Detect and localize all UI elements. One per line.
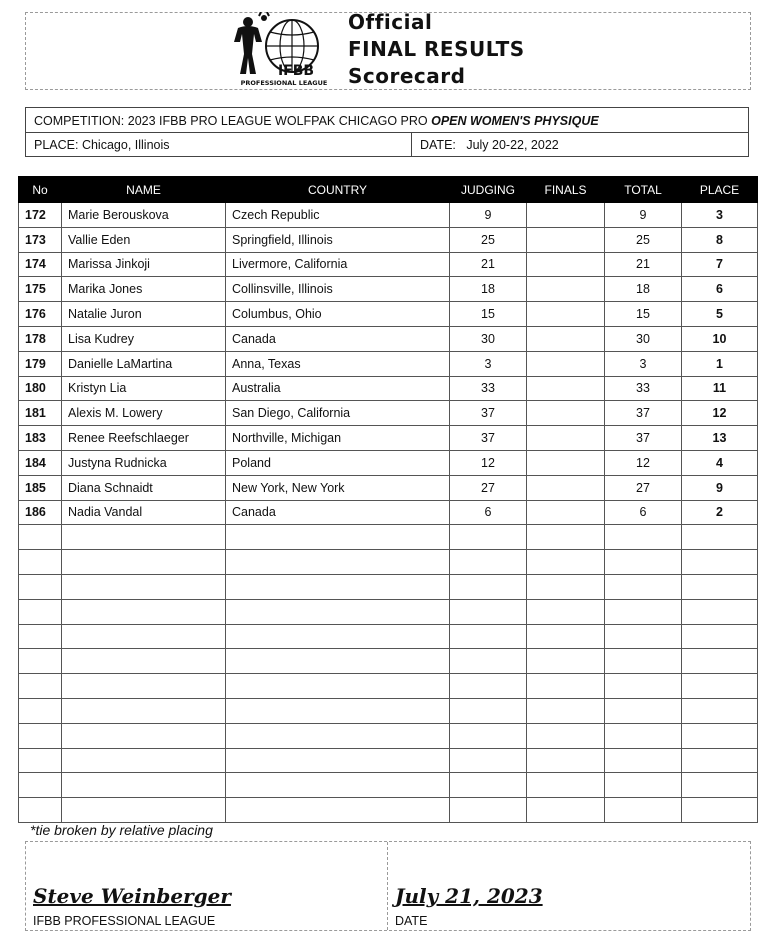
cell-name: Nadia Vandal [62,500,226,525]
cell-no: 175 [19,277,62,302]
cell-judging: 12 [450,450,527,475]
cell-judging [450,773,527,798]
header-total: TOTAL [605,177,682,203]
cell-finals [527,401,605,426]
competition-row [26,108,748,133]
cell-total: 37 [605,401,682,426]
header-judging: JUDGING [450,177,527,203]
cell-no: 174 [19,252,62,277]
cell-no [19,550,62,575]
cell-place [682,550,758,575]
cell-country: Springfield, Illinois [226,227,450,252]
cell-judging: 21 [450,252,527,277]
cell-judging: 30 [450,326,527,351]
cell-judging [450,748,527,773]
cell-name [62,798,226,823]
table-row [19,401,758,426]
cell-place: 13 [682,426,758,451]
cell-total: 12 [605,450,682,475]
cell-judging: 9 [450,203,527,228]
cell-no [19,773,62,798]
table-row-empty [19,748,758,773]
cell-name [62,649,226,674]
cell-no: 183 [19,426,62,451]
table-row-empty [19,599,758,624]
cell-judging: 27 [450,475,527,500]
date-value: July 20-22, 2022 [466,138,559,152]
cell-name: Diana Schnaidt [62,475,226,500]
cell-total [605,723,682,748]
cell-finals [527,500,605,525]
cell-finals [527,674,605,699]
cell-total: 9 [605,203,682,228]
cell-place: 10 [682,326,758,351]
cell-no [19,674,62,699]
place-cell [26,133,412,157]
signature-name: Steve Weinberger [33,884,231,908]
cell-place: 3 [682,203,758,228]
cell-judging [450,723,527,748]
cell-judging: 6 [450,500,527,525]
title-final-results: FINAL RESULTS [348,37,525,61]
cell-judging: 3 [450,351,527,376]
cell-finals [527,450,605,475]
signature-org-label: IFBB PROFESSIONAL LEAGUE [33,914,216,928]
cell-judging: 37 [450,426,527,451]
table-row-empty [19,674,758,699]
cell-total [605,525,682,550]
cell-no: 180 [19,376,62,401]
place-label: PLACE: [34,138,79,152]
table-row-empty [19,525,758,550]
table-row [19,351,758,376]
cell-judging [450,698,527,723]
cell-name: Justyna Rudnicka [62,450,226,475]
cell-no [19,525,62,550]
cell-name: Lisa Kudrey [62,326,226,351]
table-row-empty [19,773,758,798]
table-row [19,475,758,500]
cell-total [605,649,682,674]
table-row [19,302,758,327]
cell-country: New York, New York [226,475,450,500]
cell-country [226,674,450,699]
cell-total: 25 [605,227,682,252]
cell-no [19,624,62,649]
cell-name [62,748,226,773]
cell-country [226,649,450,674]
cell-no [19,698,62,723]
ifbb-logo [228,12,332,88]
cell-place [682,599,758,624]
cell-place [682,574,758,599]
table-row-empty [19,649,758,674]
table-row-empty [19,698,758,723]
cell-country: Livermore, California [226,252,450,277]
cell-name [62,550,226,575]
cell-no: 172 [19,203,62,228]
cell-place: 2 [682,500,758,525]
table-row-empty [19,798,758,823]
cell-no [19,748,62,773]
place-value: Chicago, Illinois [81,138,170,152]
cell-no: 185 [19,475,62,500]
cell-place: 7 [682,252,758,277]
cell-no: 176 [19,302,62,327]
cell-judging [450,649,527,674]
cell-country: Canada [226,326,450,351]
cell-name [62,599,226,624]
cell-no: 186 [19,500,62,525]
table-row [19,277,758,302]
cell-total [605,574,682,599]
cell-judging [450,599,527,624]
cell-finals [527,624,605,649]
cell-total [605,550,682,575]
cell-no [19,599,62,624]
cell-total: 27 [605,475,682,500]
cell-finals [527,798,605,823]
cell-name: Marie Berouskova [62,203,226,228]
cell-country: Northville, Michigan [226,426,450,451]
cell-total [605,624,682,649]
cell-total: 6 [605,500,682,525]
results-body [19,203,758,823]
table-row [19,426,758,451]
cell-no: 184 [19,450,62,475]
header-finals: FINALS [527,177,605,203]
cell-no: 178 [19,326,62,351]
cell-finals [527,203,605,228]
cell-country [226,550,450,575]
cell-name: Marika Jones [62,277,226,302]
cell-country: Collinsville, Illinois [226,277,450,302]
cell-country [226,798,450,823]
cell-no [19,723,62,748]
cell-finals [527,227,605,252]
cell-finals [527,574,605,599]
cell-total [605,798,682,823]
cell-country [226,748,450,773]
table-header-row [19,177,758,203]
cell-country: Australia [226,376,450,401]
cell-country: Anna, Texas [226,351,450,376]
cell-place [682,624,758,649]
title-scorecard: Scorecard [348,64,466,88]
cell-place: 5 [682,302,758,327]
cell-judging [450,624,527,649]
results-table [18,176,758,823]
cell-place: 11 [682,376,758,401]
cell-place: 6 [682,277,758,302]
cell-name [62,773,226,798]
cell-judging [450,550,527,575]
cell-country [226,698,450,723]
cell-place: 1 [682,351,758,376]
cell-country: San Diego, California [226,401,450,426]
cell-total [605,674,682,699]
cell-finals [527,723,605,748]
header-no: No [19,177,62,203]
footnote: *tie broken by relative placing [30,822,213,838]
table-row [19,203,758,228]
competition-name: 2023 IFBB PRO LEAGUE WOLFPAK CHICAGO PRO [127,114,428,128]
cell-name: Alexis M. Lowery [62,401,226,426]
signature-divider [387,842,388,930]
cell-no [19,798,62,823]
table-row-empty [19,723,758,748]
cell-name: Marissa Jinkoji [62,252,226,277]
cell-country: Columbus, Ohio [226,302,450,327]
cell-name [62,624,226,649]
cell-name: Natalie Juron [62,302,226,327]
cell-total: 33 [605,376,682,401]
cell-judging: 37 [450,401,527,426]
cell-place [682,723,758,748]
cell-total: 37 [605,426,682,451]
cell-judging: 33 [450,376,527,401]
cell-finals [527,698,605,723]
cell-place [682,649,758,674]
cell-total [605,748,682,773]
competition-info-box [25,107,749,157]
cell-finals [527,277,605,302]
date-cell [412,133,748,157]
cell-no: 173 [19,227,62,252]
cell-total [605,773,682,798]
cell-country: Poland [226,450,450,475]
cell-place [682,674,758,699]
cell-no [19,649,62,674]
competition-label: COMPETITION: [34,114,125,128]
cell-total: 21 [605,252,682,277]
cell-finals [527,748,605,773]
cell-country [226,624,450,649]
cell-judging [450,798,527,823]
cell-total [605,698,682,723]
cell-place [682,698,758,723]
cell-country: Czech Republic [226,203,450,228]
cell-finals [527,475,605,500]
title-official: Official [348,10,433,34]
cell-name: Danielle LaMartina [62,351,226,376]
athletes-icon [234,12,269,74]
cell-name: Kristyn Lia [62,376,226,401]
cell-finals [527,550,605,575]
table-row-empty [19,624,758,649]
cell-name [62,698,226,723]
cell-finals [527,649,605,674]
cell-judging [450,574,527,599]
cell-finals [527,351,605,376]
cell-country [226,723,450,748]
cell-finals [527,599,605,624]
cell-finals [527,302,605,327]
cell-total: 18 [605,277,682,302]
svg-text:IFBB: IFBB [277,63,315,79]
division-name: OPEN WOMEN'S PHYSIQUE [431,114,599,128]
cell-name: Vallie Eden [62,227,226,252]
cell-place [682,525,758,550]
cell-judging: 15 [450,302,527,327]
cell-country [226,525,450,550]
signature-date: July 21, 2023 [395,884,543,908]
cell-finals [527,525,605,550]
cell-place: 4 [682,450,758,475]
cell-country [226,773,450,798]
cell-place [682,798,758,823]
table-row-empty [19,550,758,575]
cell-place: 8 [682,227,758,252]
date-label: DATE: [420,138,456,152]
cell-total: 3 [605,351,682,376]
cell-place [682,773,758,798]
cell-judging: 18 [450,277,527,302]
table-row [19,376,758,401]
cell-no [19,574,62,599]
signature-date-label: DATE [395,914,428,928]
cell-country: Canada [226,500,450,525]
table-row [19,500,758,525]
svg-text:PROFESSIONAL LEAGUE: PROFESSIONAL LEAGUE [240,79,328,87]
cell-no: 179 [19,351,62,376]
cell-place: 12 [682,401,758,426]
header-name: NAME [62,177,226,203]
cell-judging [450,674,527,699]
cell-finals [527,426,605,451]
cell-name [62,525,226,550]
cell-finals [527,773,605,798]
cell-total [605,599,682,624]
table-row [19,326,758,351]
cell-judging [450,525,527,550]
table-row [19,227,758,252]
table-row [19,450,758,475]
cell-no: 181 [19,401,62,426]
cell-name: Renee Reefschlaeger [62,426,226,451]
cell-country [226,599,450,624]
table-row [19,252,758,277]
cell-finals [527,376,605,401]
header-country: COUNTRY [226,177,450,203]
cell-total: 15 [605,302,682,327]
cell-name [62,574,226,599]
cell-total: 30 [605,326,682,351]
cell-country [226,574,450,599]
cell-judging: 25 [450,227,527,252]
header-place: PLACE [682,177,758,203]
cell-place: 9 [682,475,758,500]
table-row-empty [19,574,758,599]
cell-finals [527,326,605,351]
cell-finals [527,252,605,277]
cell-name [62,723,226,748]
cell-place [682,748,758,773]
cell-name [62,674,226,699]
